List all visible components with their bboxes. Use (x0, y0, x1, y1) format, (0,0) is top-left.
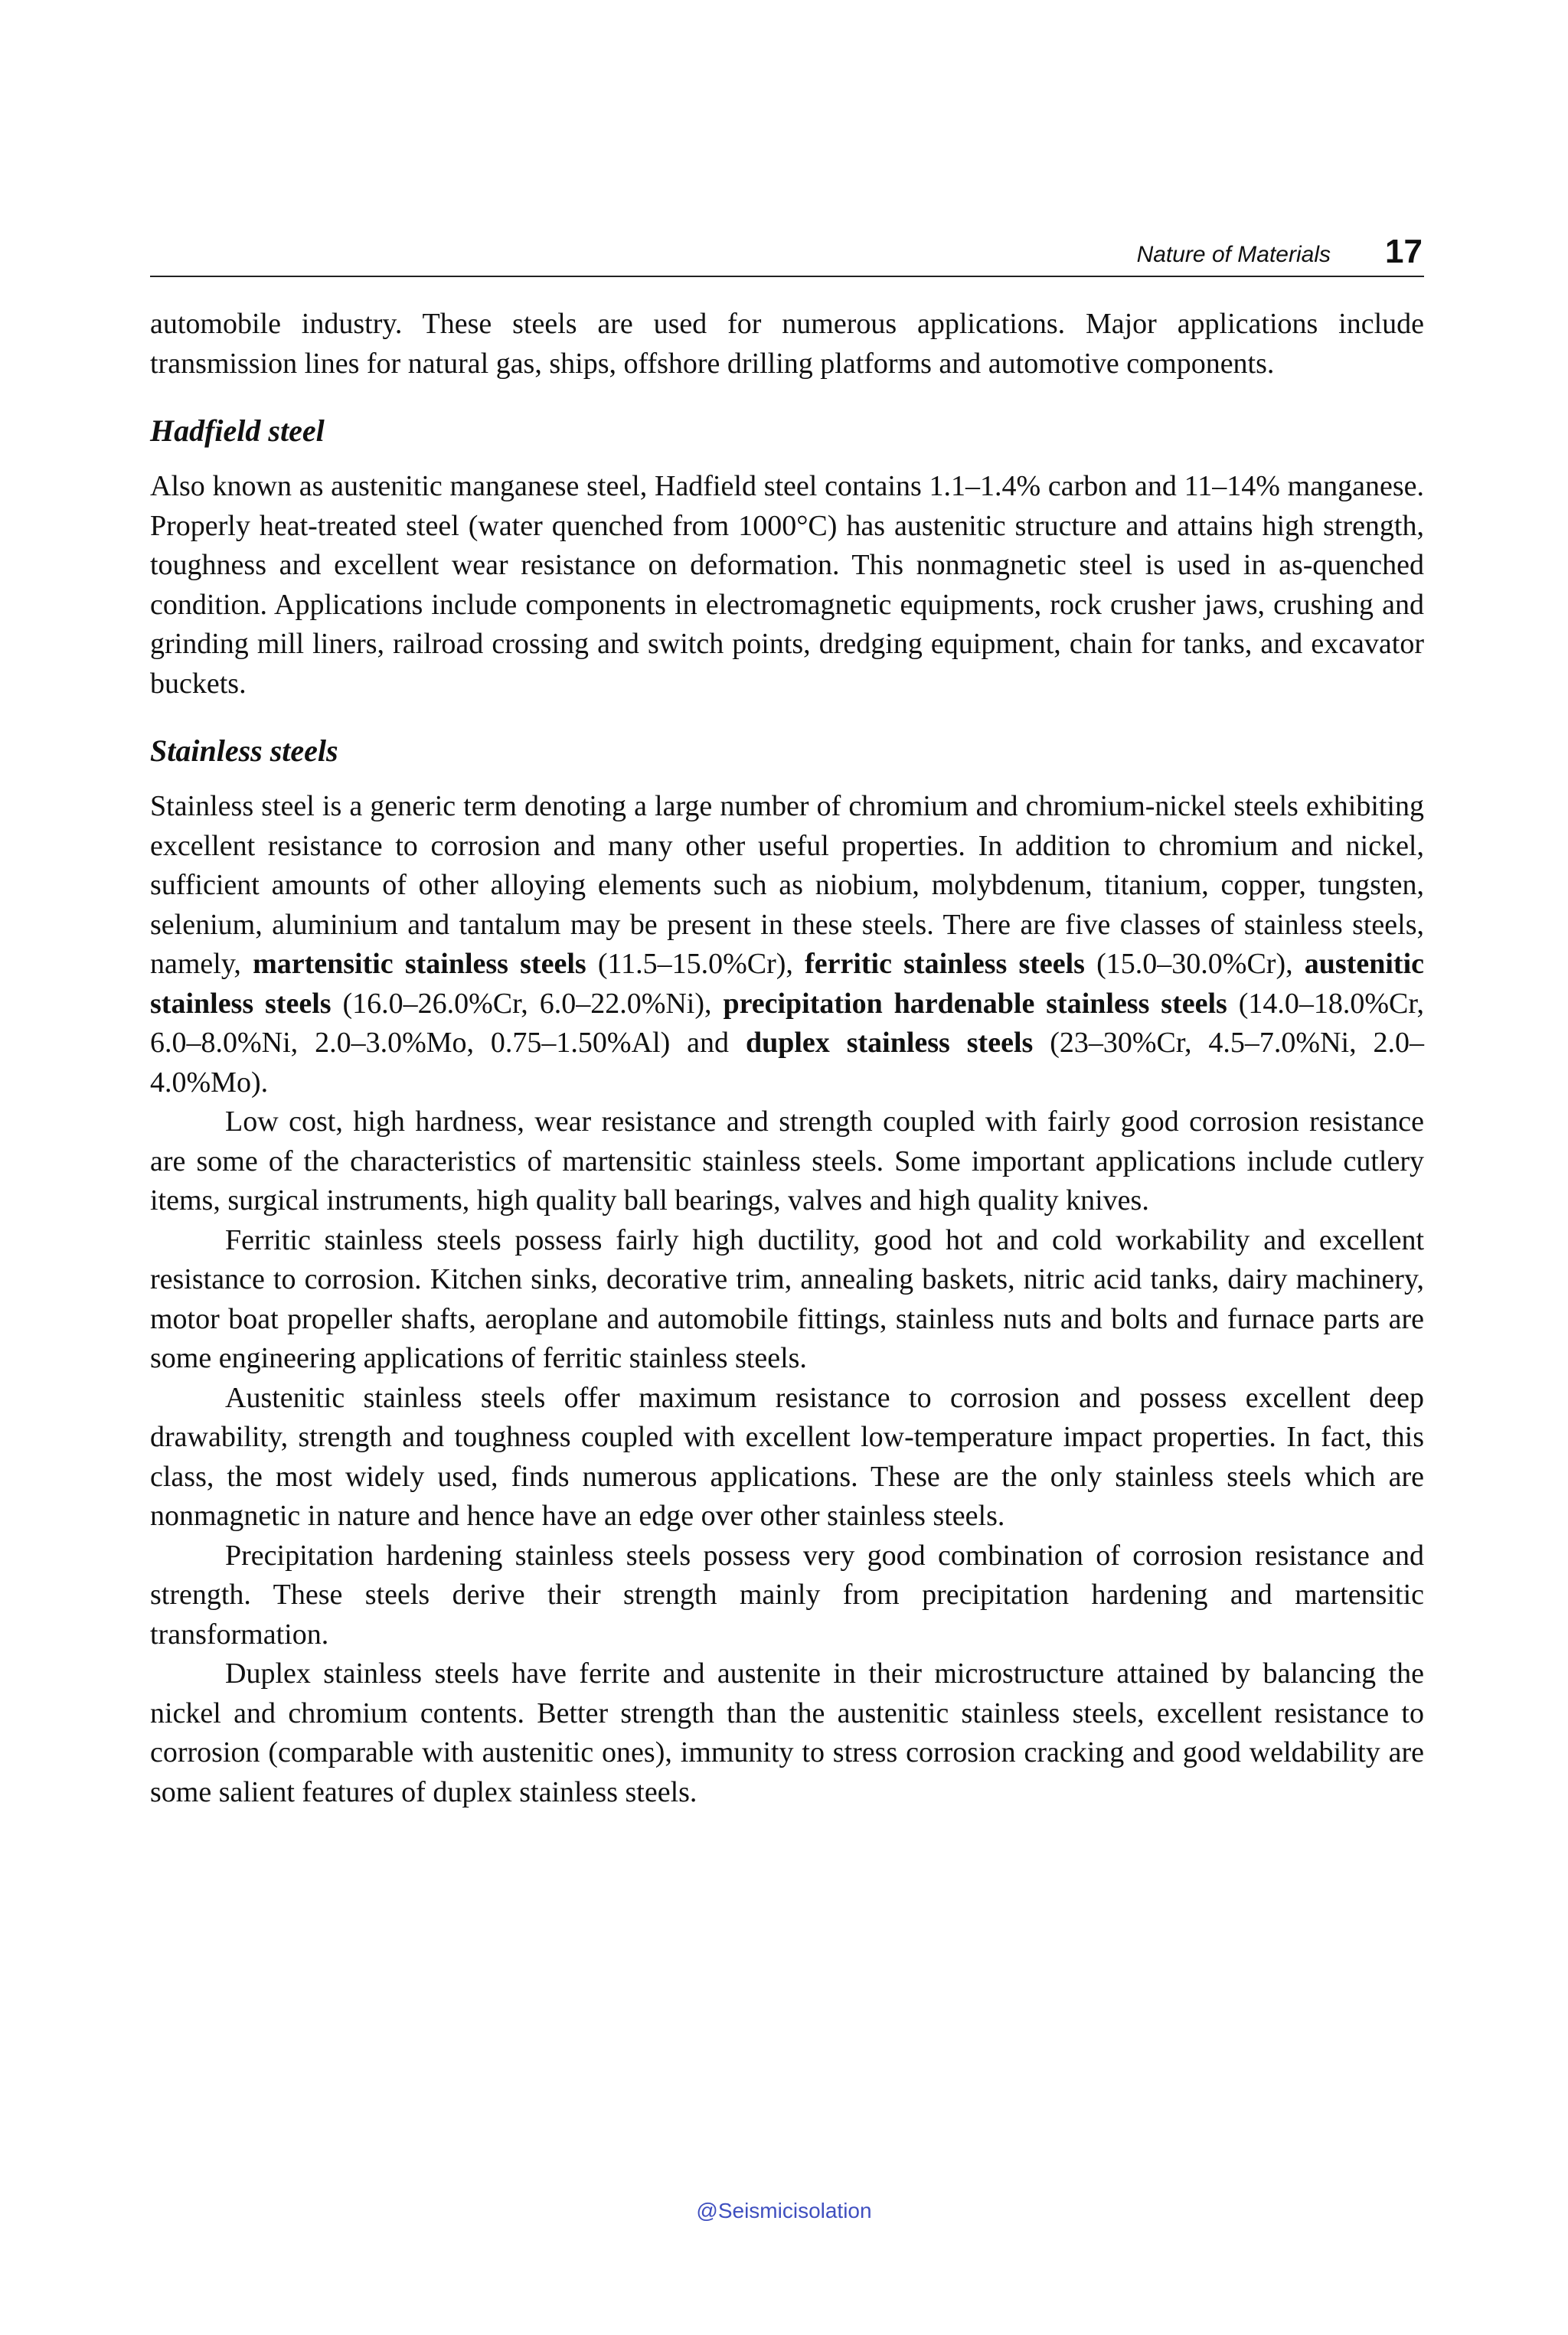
class-martensitic-name: martensitic stainless steels (253, 948, 586, 980)
austenitic-paragraph: Austenitic stainless steels offer maximum resistance to corrosion and possess excellent deep drawability, strength and toughness coupled with excellent low-temperature impact properties. In fact, this class, the most widely used, finds numerous applications. These are the only stainless steels which are nonmagnetic in nature and hence have an edge over other stainless steels. (150, 1381, 1424, 1532)
page-body (150, 305, 1424, 1812)
class-ferritic-composition: (15.0–30.0%Cr), (1096, 948, 1293, 980)
stainless-heading: Stainless steels (150, 733, 338, 768)
intro-paragraph: automobile industry. These steels are used for numerous applications. Major applications include transmission lines for natural gas, ships, offshore drilling platforms and automotive components. (150, 308, 1424, 380)
ferritic-paragraph: Ferritic stainless steels possess fairly high ductility, good hot and cold workability and excellent resistance to corrosion. Kitchen sinks, decorative trim, annealing baskets, nitric acid tanks, dairy machinery, motor boat propeller shafts, aeroplane and automobile fittings, stainless nuts and bolts and furnace parts are some engineering applications of ferritic stainless steels. (150, 1223, 1424, 1374)
class-austenitic-name: austenitic stainless steels (150, 948, 1424, 1020)
class-martensitic-composition: (11.5–15.0%Cr), (597, 948, 793, 980)
running-title: Nature of Materials (1136, 242, 1331, 267)
martensitic-paragraph: Low cost, high hardness, wear resistance and strength coupled with fairly good corrosion resistance are some of the characteristics of martensitic stainless steels. Some important applications include cutlery items, surgical instruments, high quality ball bearings, valves and high quality knives. (150, 1105, 1424, 1216)
precipitation-paragraph: Precipitation hardening stainless steels possess very good combination of corrosion resistance and strength. These steels derive their strength mainly from precipitation hardening and martensitic transformation. (150, 1539, 1424, 1651)
running-header (150, 230, 1424, 277)
hadfield-paragraph: Also known as austenitic manganese steel, Hadfield steel contains 1.1–1.4% carbon and 11–14% manganese. Properly heat-treated steel (water quenched from 1000°C) has austenitic structure and attains high strength, toughness and excellent wear resistance on deformation. This nonmagnetic steel is used in as-quenched condition. Applications include components in electromagnetic equipments, rock crusher jaws, crushing and grinding mill liners, railroad crossing and switch points, dredging equipment, chain for tanks, and excavator buckets. (150, 470, 1424, 700)
class-austenitic-composition: (16.0–26.0%Cr, 6.0–22.0%Ni), (342, 987, 712, 1020)
class-ferritic-name: ferritic stainless steels (805, 948, 1085, 980)
hadfield-heading: Hadfield steel (150, 413, 325, 448)
class-precipitation-name: precipitation hardenable stainless steels (723, 987, 1227, 1020)
class-duplex-name: duplex stainless steels (745, 1027, 1034, 1059)
stainless-intro-paragraph (150, 787, 1424, 1102)
class-duplex-composition: (23–30%Cr, 4.5–7.0%Ni, 2.0–4.0%Mo). (150, 1027, 1425, 1099)
watermark: @Seismicisolation (696, 2199, 872, 2222)
page-number: 17 (1385, 233, 1423, 270)
stainless-intro-text: Stainless steel is a generic term denoting a large number of chromium and chromium-nickel steels exhibiting excellent resistance to corrosion and many other useful properties. In addition to chromium and nickel, sufficient amounts of other alloying elements such as niobium, molybdenum, titanium, copper, tungsten, selenium, aluminium and tantalum may be present in these steels. There are five classes of stainless steels, namely, (150, 790, 1424, 980)
class-precipitation-composition: (14.0–18.0%Cr, 6.0–8.0%Ni, 2.0–3.0%Mo, 0.75–1.50%Al) and (150, 987, 1425, 1059)
duplex-paragraph: Duplex stainless steels have ferrite and austenite in their microstructure attained by balancing the nickel and chromium contents. Better strength than the austenitic stainless steels, excellent resistance to corrosion (comparable with austenitic ones), immunity to stress corrosion cracking and good weldability are some salient features of duplex stainless steels. (150, 1657, 1424, 1808)
